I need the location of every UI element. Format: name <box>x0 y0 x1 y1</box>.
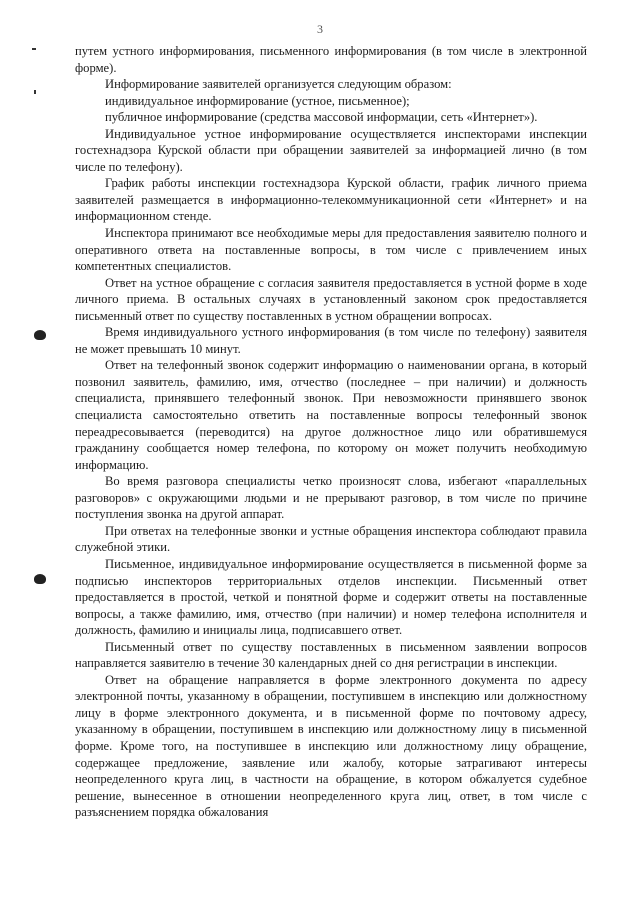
paragraph: публичное информирование (средства массовой информации, сеть «Интернет»). <box>105 110 538 125</box>
paragraph: Информирование заявителей организуется следующим образом: <box>105 77 452 92</box>
paragraph: индивидуальное информирование (устное, письменное); <box>105 93 410 108</box>
paragraph: Ответ на обращение направляется в форме электронного документа по адресу электронной почты, указанному в обращении, поступившем в инспекцию или должностному лицу в форме электронного документа, и в письменной форме по почтовому адресу, указанному в обращении, поступившем в инспекцию или должностному лицу в письменной форме. Кроме того, на поступившее в инспекцию или должностному лицу обращение, содержащее предложение, заявление или жалобу, которые затрагивают интересы неопределенного круга лиц, в частности на обращение, в котором обжалуется судебное решение, вынесенное в отношении неопределенного круга лиц, ответ, в том числе с разъяснением порядка обжалования <box>75 672 587 820</box>
paragraph: Индивидуальное устное информирование осуществляется инспекторами инспекции гостехнадзора Курской области при обращении заявителей за информацией лично (в том числе по телефону). <box>75 126 587 174</box>
paragraph: График работы инспекции гостехнадзора Курской области, график личного приема заявителей размещается в информационно-телекоммуникационной сети «Интернет» и на информационном стенде. <box>75 176 587 224</box>
document-body <box>75 43 587 821</box>
paragraph: При ответах на телефонные звонки и устные обращения инспектора соблюдают правила служебной этики. <box>75 523 587 555</box>
paragraph: путем устного информирования, письменного информирования (в том числе в электронной форме). <box>75 44 587 75</box>
punch-hole-mark <box>34 330 46 340</box>
paragraph: Во время разговора специалисты четко произносят слова, избегают «параллельных разговоров» с окружающими людьми и не прерывают разговор, в том числе по причине поступления звонка на другой аппарат. <box>75 474 587 522</box>
scan-speck <box>34 90 36 94</box>
paragraph: Инспектора принимают все необходимые меры для предоставления заявителю полного и оперативного ответа на поставленные вопросы, в том числе с привлечением иных компетентных специалистов. <box>75 226 587 274</box>
paragraph: Письменное, индивидуальное информирование осуществляется в письменной форме за подписью инспекторов территориальных отделов инспекции. Письменный ответ предоставляется в простой, четкой и понятной форме и содержит ответы на поставленные вопросы, а также фамилию, имя, отчество (при наличии) и номер телефона исполнителя и должность, фамилию и инициалы лица, подписавшего ответ. <box>75 556 587 638</box>
paragraph: Письменный ответ по существу поставленных в письменном заявлении вопросов направляется заявителю в течение 30 календарных дней со дня регистрации в инспекции. <box>75 639 587 671</box>
paragraph: Время индивидуального устного информирования (в том числе по телефону) заявителя не может превышать 10 минут. <box>75 325 587 356</box>
page-number: 3 <box>317 22 323 36</box>
paragraph: Ответ на телефонный звонок содержит информацию о наименовании органа, в который позвонил заявитель, фамилию, имя, отчество (последнее – при наличии) и должность специалиста, принявшего телефонный звонок. При невозможности принявшего звонок специалиста самостоятельно ответить на поставленные вопросы телефонный звонок переадресовывается (переводится) на другое должностное лицо или обратившемуся гражданину сообщается номер телефона, по которому он может получить необходимую информацию. <box>75 358 587 472</box>
paragraph: Ответ на устное обращение с согласия заявителя предоставляется в устной форме в ходе личного приема. В остальных случаях в установленный законом срок предоставляется письменный ответ по существу поставленных в устном обращении вопросах. <box>75 275 587 323</box>
punch-hole-mark <box>34 574 46 584</box>
scan-speck <box>32 48 36 50</box>
